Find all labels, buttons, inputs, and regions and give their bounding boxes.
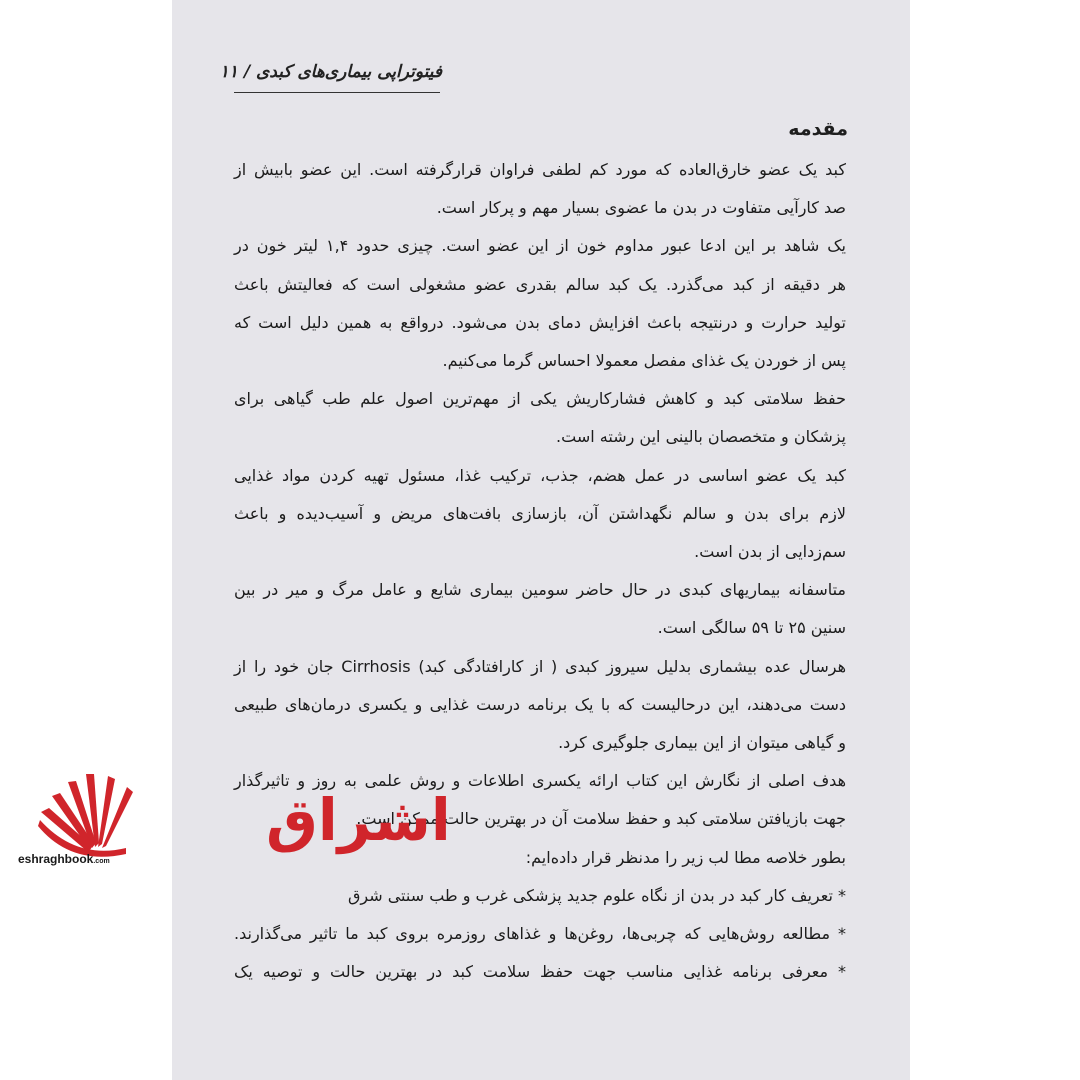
running-header: فیتوتراپی بیماری‌های کبدی / ۱۱ — [219, 62, 442, 82]
watermark-site-name: eshraghbook — [18, 852, 94, 866]
body-line: هر دقیقه از کبد می‌گذرد. یک کبد سالم بقدری عضو مشغولی است که فعالیتش باعث — [234, 274, 846, 294]
body-line: و گیاهی میتوان از این بیماری جلوگیری کرد. — [558, 733, 846, 752]
section-title: مقدمه — [788, 118, 848, 140]
body-line: سم‌زدایی از بدن است. — [694, 542, 846, 561]
body-line: هدف اصلی از نگارش این کتاب ارائه یکسری اطلاعات و روش علمی به روز و تاثیرگذار — [234, 771, 846, 791]
body-line: کبد یک عضو اساسی در عمل هضم، جذب، ترکیب غذا، مسئول تهیه کردن مواد غذایی — [234, 465, 846, 485]
body-line: یک شاهد بر این ادعا عبور مداوم خون از این عضو است. چیزی حدود ۱,۴ لیتر خون در — [234, 236, 847, 256]
body-line: تولید حرارت و درنتیجه باعث افزایش دمای بدن می‌شود. درواقع به همین دلیل است که — [234, 312, 846, 332]
body-line: دست می‌دهند، این درحالیست که با یک برنامه درست غذایی و یکسری درمان‌های طبیعی — [234, 694, 846, 714]
body-line: * مطالعه روش‌هایی که چربی‌ها، روغن‌ها و غذاهای روزمره بروی کبد ما تاثیر می‌گذارند. — [234, 924, 846, 943]
body-line: صد کارآیی متفاوت در بدن ما عضوی بسیار مهم و پرکار است. — [436, 198, 846, 218]
body-line: حفظ سلامتی کبد و کاهش فشارکاریش یکی از مهم‌ترین اصول علم طب گیاهی برای — [234, 389, 846, 409]
body-line: جهت بازیافتن سلامتی کبد و حفظ سلامت آن در بهترین حالت ممکن است. — [356, 809, 846, 829]
body-line: * تعریف کار کبد در بدن از نگاه علوم جدید پزشکی غرب و طب سنتی شرق — [347, 885, 846, 905]
body-line: بطور خلاصه مطا لب زیر را مدنظر قرار داده‌ایم: — [525, 847, 846, 867]
watermark-site — [18, 852, 148, 866]
watermark-logo-word: اشراق — [266, 786, 451, 854]
body-line: سنین ۲۵ تا ۵۹ سالگی است. — [657, 618, 846, 638]
body-line: پس از خوردن یک غذای مفصل معمولا احساس گرما می‌کنیم. — [442, 351, 846, 370]
book-fan-icon — [38, 774, 133, 857]
body-line: * معرفی برنامه غذایی مناسب جهت حفظ سلامت کبد در بهترین حالت و توصیه یک — [234, 962, 846, 982]
watermark-site-suffix: .com — [93, 858, 110, 865]
body-line: پزشکان و متخصصان بالینی این رشته است. — [556, 427, 846, 447]
body-line: لازم برای بدن و سالم نگهداشتن آن، بازسازی بافت‌های مریض و آسیب‌دیده و باعث — [234, 503, 846, 523]
header-rule — [234, 92, 440, 93]
body-line: هرسال عده بیشماری بدلیل سیروز کبدی ( از کارافتادگی کبد) Cirrhosis جان خود را از — [234, 656, 847, 676]
body-line: متاسفانه بیماریهای کبدی در حال حاضر سومین بیماری شایع و عامل مرگ و میر در بین — [234, 580, 846, 600]
body-line: کبد یک عضو خارق‌العاده که مورد کم لطفی فراوان قرارگرفته است. این عضو بابیش از — [234, 160, 846, 179]
